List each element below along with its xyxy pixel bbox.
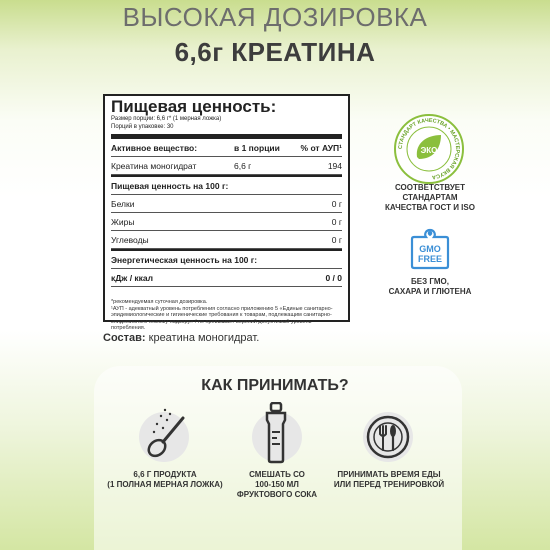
- nutrient-value: 0 г: [331, 216, 342, 227]
- nutrient-name: Белки: [111, 198, 135, 209]
- energy-value: 0 / 0: [325, 272, 342, 283]
- step-caption-dose: [100, 470, 230, 490]
- nutrient-row: [111, 213, 342, 231]
- nutrient-value: 0 г: [331, 234, 342, 245]
- headline-main: 6,6г КРЕАТИНА: [174, 37, 376, 67]
- nutrient-name: Углеводы: [111, 234, 149, 245]
- eco-caption-line: КАЧЕСТВА ГОСТ И ISO: [385, 203, 475, 212]
- step-caption-line: 100-150 МЛ: [255, 480, 299, 489]
- step-caption-line: ИЛИ ПЕРЕД ТРЕНИРОВКОЙ: [333, 480, 445, 489]
- active-amount: 6,6 г: [234, 160, 252, 171]
- step-caption-line: СМЕШАТЬ СО: [249, 470, 305, 479]
- eco-caption: [360, 183, 500, 213]
- energy-name: кДж / ккал: [111, 272, 154, 283]
- col-per-serving: в 1 порции: [234, 142, 280, 153]
- composition: [103, 332, 259, 344]
- shaker-icon: [262, 402, 290, 464]
- active-name: Креатина моногидрат: [111, 160, 197, 171]
- active-percent: 194: [327, 160, 342, 171]
- eco-leaf-text: ЭКО: [420, 146, 438, 155]
- note-dosage: *рекомендуемая суточная дозировка.: [111, 299, 208, 305]
- active-row: [111, 157, 342, 175]
- composition-text: креатина моногидрат.: [145, 332, 260, 344]
- label-notes: [111, 299, 342, 332]
- label-title: Пищевая ценность:: [111, 97, 277, 116]
- nutrient-name: Жиры: [111, 216, 135, 227]
- gmo-caption: [360, 277, 500, 297]
- col-percent: % от АУП¹: [300, 142, 342, 153]
- servings-per-pack: Порций в упаковке: 30: [111, 123, 174, 130]
- eco-caption-line: СООТВЕТСТВУЕТ: [394, 183, 466, 192]
- per100-title-text: Пищевая ценность на 100 г:: [111, 180, 229, 191]
- nutrition-label: [103, 94, 350, 331]
- energy-title-text: Энергетическая ценность на 100 г:: [111, 254, 258, 265]
- step-caption-line: 6,6 Г ПРОДУКТА: [133, 470, 197, 479]
- eco-ring-text: СТАНДАРТ КАЧЕСТВА • МАСТЕРСКАЯ ВКУСА: [397, 117, 461, 180]
- energy-row: [111, 269, 342, 287]
- gmo-caption-line: САХАРА И ГЛЮТЕНА: [388, 287, 472, 296]
- how-to-title: КАК ПРИНИМАТЬ?: [201, 377, 349, 394]
- composition-label: Состав:: [103, 332, 146, 344]
- gmo-caption-line: БЕЗ ГМО,: [411, 277, 449, 286]
- col-active-substance: Активное вещество:: [111, 142, 198, 153]
- eco-quality-badge-icon: [393, 113, 465, 185]
- gmo-line1: GMO: [419, 244, 441, 254]
- step-caption-line: (1 ПОЛНАЯ МЕРНАЯ ЛОЖКА): [107, 480, 223, 489]
- spoon-icon: [143, 404, 189, 462]
- headline-top: ВЫСОКАЯ ДОЗИРОВКА: [122, 2, 428, 32]
- nutrient-row: [111, 231, 342, 249]
- active-header-row: [111, 139, 342, 157]
- eco-caption-line: СТАНДАРТАМ: [402, 193, 458, 202]
- step-caption-timing: [324, 470, 454, 490]
- energy-title: [111, 251, 342, 269]
- per100-title: [111, 177, 342, 195]
- nutrient-value: 0 г: [331, 198, 342, 209]
- cutlery-icon: [361, 412, 415, 462]
- step-caption-mix: [212, 470, 342, 500]
- step-caption-line: ПРИНИМАТЬ ВРЕМЯ ЕДЫ: [337, 470, 441, 479]
- note-aup: ¹АУП - адекватный уровень потребления согласно приложению 5 «Единые санитарно-эпидемиологические и гигиенические требования к товарам, подлежащим санитарно-эпидемиологическому надзору» / не превышает верхний допустимый уровень потребления.: [111, 305, 333, 331]
- gmo-line2: FREE: [417, 254, 443, 264]
- nutrient-row: [111, 195, 342, 213]
- step-caption-line: ФРУКТОВОГО СОКА: [236, 490, 318, 499]
- gmo-free-badge-icon: [410, 228, 450, 270]
- serving-size: Размер порции: 6,6 г* (1 мерная ложка): [111, 116, 222, 122]
